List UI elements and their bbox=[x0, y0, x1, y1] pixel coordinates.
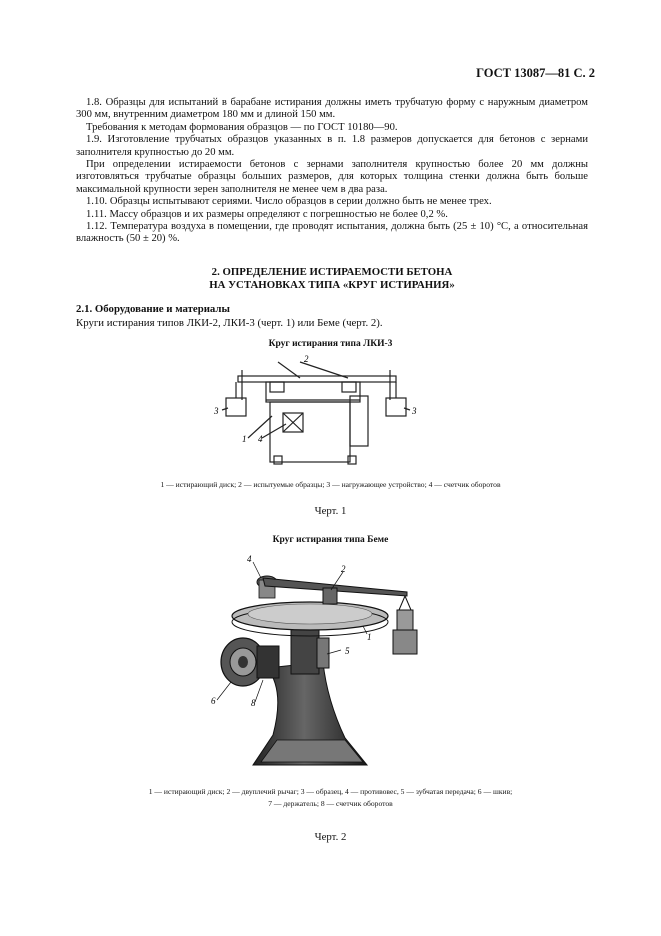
bohme-specimen bbox=[323, 588, 337, 604]
figure-1-drawing bbox=[200, 352, 430, 474]
paragraph-large-grain: При определении истираемости бетонов с зернами заполнителя крупностью более 20 мм должны изготовляться трубчатые образцы больших размеров, для которых толщина стенки должна быть больше максимальной крупности зерен заполнителя не менее чем в два раза. bbox=[76, 159, 588, 195]
lki3-beam bbox=[238, 376, 396, 382]
paragraph-1-10: 1.10. Образцы испытывают сериями. Число образцов в серии должно быть не менее трех. bbox=[86, 196, 492, 208]
paragraph-1-12: 1.12. Температура воздуха в помещении, где проводят испытания, должна быть (25 ± 10) °С, а относительная влажность (50 ± 20) %. bbox=[76, 221, 588, 245]
figure-2-number: Черт. 2 bbox=[314, 831, 347, 843]
figure-1-label-3-left: 3 bbox=[214, 406, 219, 416]
lki3-body bbox=[270, 402, 350, 462]
figure-2-label-4: 4 bbox=[247, 554, 252, 564]
figure-1-label-3-right: 3 bbox=[412, 406, 417, 416]
lki3-load-right bbox=[386, 398, 406, 416]
figure-2-label-5: 5 bbox=[345, 646, 350, 656]
bohme-gear-transmission bbox=[317, 638, 329, 668]
paragraph-1-11: 1.11. Массу образцов и их размеры определяют с погрешностью не более 0,2 %. bbox=[86, 208, 448, 220]
figure-1-label-1: 1 bbox=[242, 434, 247, 444]
figure-1-number: Черт. 1 bbox=[314, 505, 347, 517]
subsection-title: 2.1. Оборудование и материалы bbox=[76, 303, 230, 315]
figure-1-caption: 1 — истирающий диск; 2 — испытуемые образцы; 3 — нагружающее устройство; 4 — счетчик оборотов bbox=[160, 480, 501, 489]
section-title-line-1: 2. ОПРЕДЕЛЕНИЕ ИСТИРАЕМОСТИ БЕТОНА bbox=[211, 266, 453, 278]
section-title-line-2: НА УСТАНОВКАХ ТИПА «КРУГ ИСТИРАНИЯ» bbox=[209, 279, 455, 291]
figure-2-label-6: 6 bbox=[211, 696, 216, 706]
lki3-specimen-right bbox=[342, 382, 356, 392]
figure-2-title: Круг истирания типа Беме bbox=[272, 535, 389, 545]
paragraph-requirements: Требования к методам формования образцов — по ГОСТ 10180—90. bbox=[86, 121, 398, 133]
paragraph-1-8: 1.8. Образцы для испытаний в барабане истирания должны иметь трубчатую форму с наружным диаметром 300 мм, внутренним диаметром 180 мм и длиной 150 мм. bbox=[76, 97, 588, 121]
figure-2-label-2: 2 bbox=[341, 564, 346, 574]
paragraph-1-9: 1.9. Изготовление трубчатых образцов указанных в п. 1.8 размеров допускается для бетонов с зернами заполнителя крупностью до 20 мм. bbox=[76, 134, 588, 158]
lki3-load-left bbox=[226, 398, 246, 416]
figure-2-caption-line-2: 7 — держатель; 8 — счетчик оборотов bbox=[268, 799, 393, 808]
lki3-specimen-left bbox=[270, 382, 284, 392]
figure-1-title: Круг истирания типа ЛКИ-3 bbox=[268, 339, 393, 349]
subsection-text: Круги истирания типов ЛКИ-2, ЛКИ-3 (черт. 1) или Беме (черт. 2). bbox=[76, 317, 383, 329]
figure-2-drawing bbox=[195, 550, 435, 775]
figure-1-label-4: 4 bbox=[258, 434, 263, 444]
figure-1-label-2: 2 bbox=[304, 354, 309, 364]
figure-2-caption bbox=[60, 786, 601, 810]
figure-2-label-1: 1 bbox=[367, 632, 372, 642]
bohme-counterweight bbox=[397, 610, 413, 630]
section-title bbox=[76, 266, 588, 292]
doc-header: ГОСТ 13087—81 С. 2 bbox=[476, 66, 595, 80]
figure-2-label-8: 8 bbox=[251, 698, 256, 708]
body-text bbox=[76, 97, 588, 246]
figure-2-caption-line-1: 1 — истирающий диск; 2 — двуплечий рычаг; 3 — образец, 4 — противовес, 5 — зубчатая передача; 6 — шкив; bbox=[148, 787, 513, 796]
